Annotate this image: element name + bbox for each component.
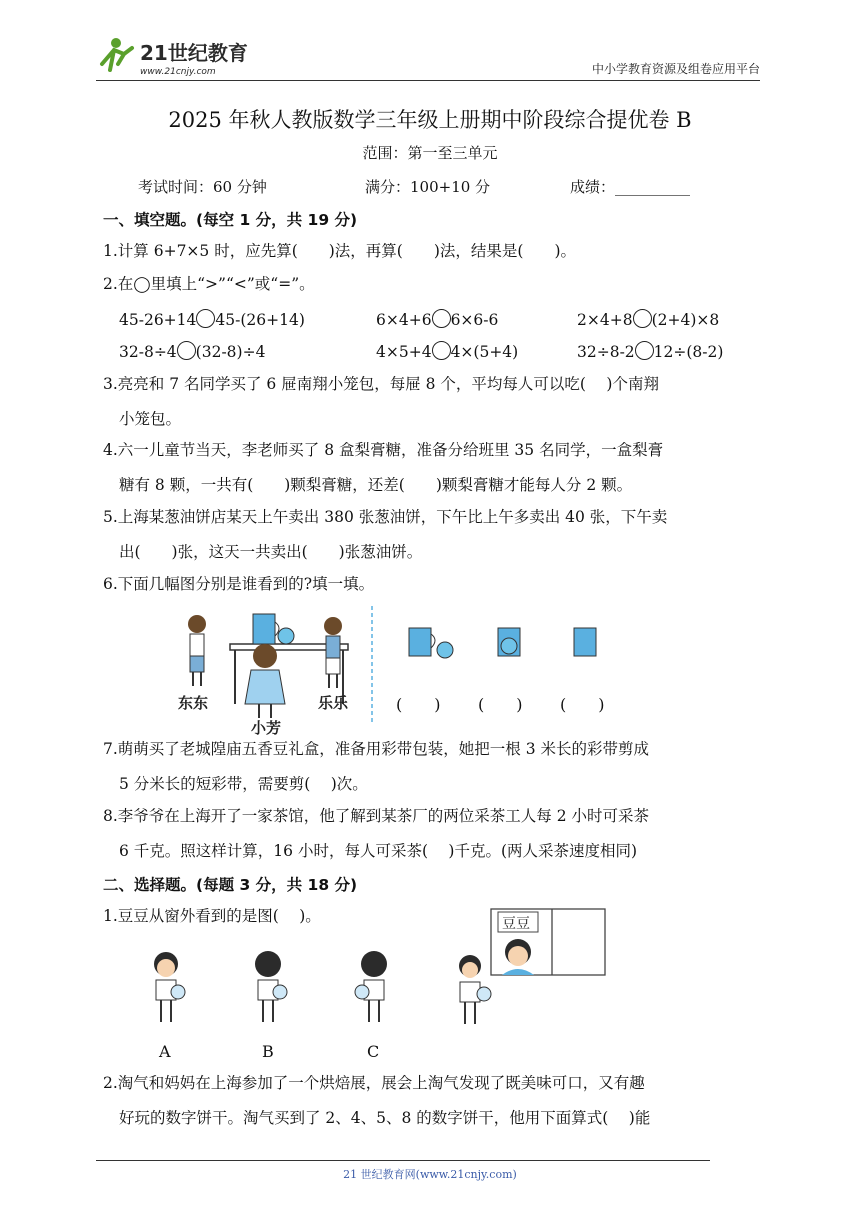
compare-item-5: 4×5+4 4×(5+4) bbox=[376, 343, 519, 361]
compare-item-2: 6×4+6 6×6-6 bbox=[376, 311, 499, 329]
logo-url: www.21cnjy.com bbox=[140, 67, 216, 77]
q1-5-line1: 5.上海某葱油饼店某天上午卖出 380 张葱油饼，下午比上午多卖出 40 张，下午卖 bbox=[103, 508, 668, 526]
footer-divider bbox=[96, 1160, 710, 1161]
footer-text: 21 世纪教育网(www.21cnjy.com) bbox=[343, 1168, 517, 1181]
compare-item-4: 32-8÷4 (32-8)÷4 bbox=[119, 343, 266, 361]
q2-2-line2: 好玩的数字饼干。淘气买到了 2、4、5、8 的数字饼干，他用下面算式( )能 bbox=[119, 1109, 651, 1127]
score-field: 成绩：__________ bbox=[570, 178, 691, 196]
q1-6: 6.下面几幅图分别是谁看到的?填一填。 bbox=[103, 575, 375, 593]
compare-circle bbox=[635, 341, 654, 360]
compare-circle bbox=[196, 309, 215, 328]
compare-circle bbox=[432, 309, 451, 328]
logo-text: 21世纪教育 bbox=[140, 41, 248, 65]
q1-5-line2: 出( )张，这天一共卖出( )张葱油饼。 bbox=[119, 543, 423, 561]
girl-xiaofang-figure bbox=[245, 644, 285, 718]
label-lele: 乐乐 bbox=[318, 694, 349, 712]
boy-front-figure bbox=[154, 952, 185, 1022]
boy-back-figure-c bbox=[355, 951, 387, 1022]
page-title: 2025 年秋人教版数学三年级上册期中阶段综合提优卷 B bbox=[168, 108, 692, 132]
q1-4-line2: 糖有 8 颗，一共有( )颗梨膏糖，还差( )颗梨膏糖才能每人分 2 颗。 bbox=[119, 476, 633, 494]
q6-blank-1: ( ) bbox=[396, 695, 441, 714]
view-3-cup bbox=[574, 628, 596, 656]
label-dongdong: 东东 bbox=[178, 694, 209, 712]
view-1-cup-apple bbox=[409, 628, 453, 658]
option-b-label: B bbox=[262, 1042, 274, 1061]
boy-dongdong-figure bbox=[188, 615, 206, 686]
compare-circle bbox=[633, 309, 652, 328]
full-score: 满分：100+10 分 bbox=[365, 178, 491, 196]
q6-blank-2: ( ) bbox=[478, 695, 523, 714]
boy-back-figure-b bbox=[255, 951, 287, 1022]
platform-name: 中小学教育资源及组卷应用平台 bbox=[591, 62, 760, 76]
q6-blank-3: ( ) bbox=[560, 695, 605, 714]
window-label: 豆豆 bbox=[502, 916, 530, 932]
view-2-cup-apple bbox=[498, 628, 520, 656]
site-logo bbox=[96, 34, 256, 78]
q1-2: 2.在◯里填上“>”“<”或“=”。 bbox=[103, 275, 315, 293]
q2-1: 1.豆豆从窗外看到的是图( )。 bbox=[103, 907, 321, 925]
option-c-label: C bbox=[367, 1042, 380, 1061]
q1-7-line1: 7.萌萌买了老城隍庙五香豆礼盒，准备用彩带包装，她把一根 3 米长的彩带剪成 bbox=[103, 740, 650, 758]
header-divider bbox=[96, 80, 760, 81]
option-figures bbox=[140, 944, 510, 1034]
label-xiaofang: 小芳 bbox=[251, 719, 282, 737]
compare-circle bbox=[177, 341, 196, 360]
q1-1: 1.计算 6+7×5 时，应先算( )法，再算( )法，结果是( )。 bbox=[103, 242, 576, 260]
boy-lele-figure bbox=[324, 617, 342, 688]
q1-3-line1: 3.亮亮和 7 名同学买了 6 屉南翔小笼包，每屉 8 个，平均每人可以吃( )个南翔 bbox=[103, 375, 659, 393]
q6-illustration bbox=[175, 604, 635, 740]
q2-2-line1: 2.淘气和妈妈在上海参加了一个烘焙展，展会上淘气发现了既美味可口，又有趣 bbox=[103, 1074, 645, 1092]
section-2-heading: 二、选择题。(每题 3 分，共 18 分) bbox=[103, 876, 358, 894]
compare-circle bbox=[432, 341, 451, 360]
compare-item-3: 2×4+8 (2+4)×8 bbox=[577, 311, 720, 329]
compare-item-6: 32÷8-2 12÷(8-2) bbox=[577, 343, 724, 361]
option-a-label: A bbox=[159, 1042, 171, 1061]
section-1-heading: 一、填空题。(每空 1 分，共 19 分) bbox=[103, 211, 358, 229]
q1-8-line2: 6 千克。照这样计算，16 小时，每人可采茶( )千克。(两人采茶速度相同) bbox=[119, 842, 638, 860]
q1-8-line1: 8.李爷爷在上海开了一家茶馆，他了解到某茶厂的两位采茶工人每 2 小时可采茶 bbox=[103, 807, 650, 825]
boy-side-figure bbox=[459, 955, 491, 1024]
q1-3-line2: 小笼包。 bbox=[119, 410, 182, 428]
exam-time: 考试时间：60 分钟 bbox=[138, 178, 267, 196]
page-subtitle: 范围：第一至三单元 bbox=[362, 144, 498, 162]
q1-7-line2: 5 分米长的短彩带，需要剪( )次。 bbox=[119, 775, 368, 793]
q1-4-line1: 4.六一儿童节当天，李老师买了 8 盒梨膏糖，准备分给班里 35 名同学，一盒梨膏 bbox=[103, 441, 664, 459]
compare-item-1: 45-26+14 45-(26+14) bbox=[119, 311, 305, 329]
